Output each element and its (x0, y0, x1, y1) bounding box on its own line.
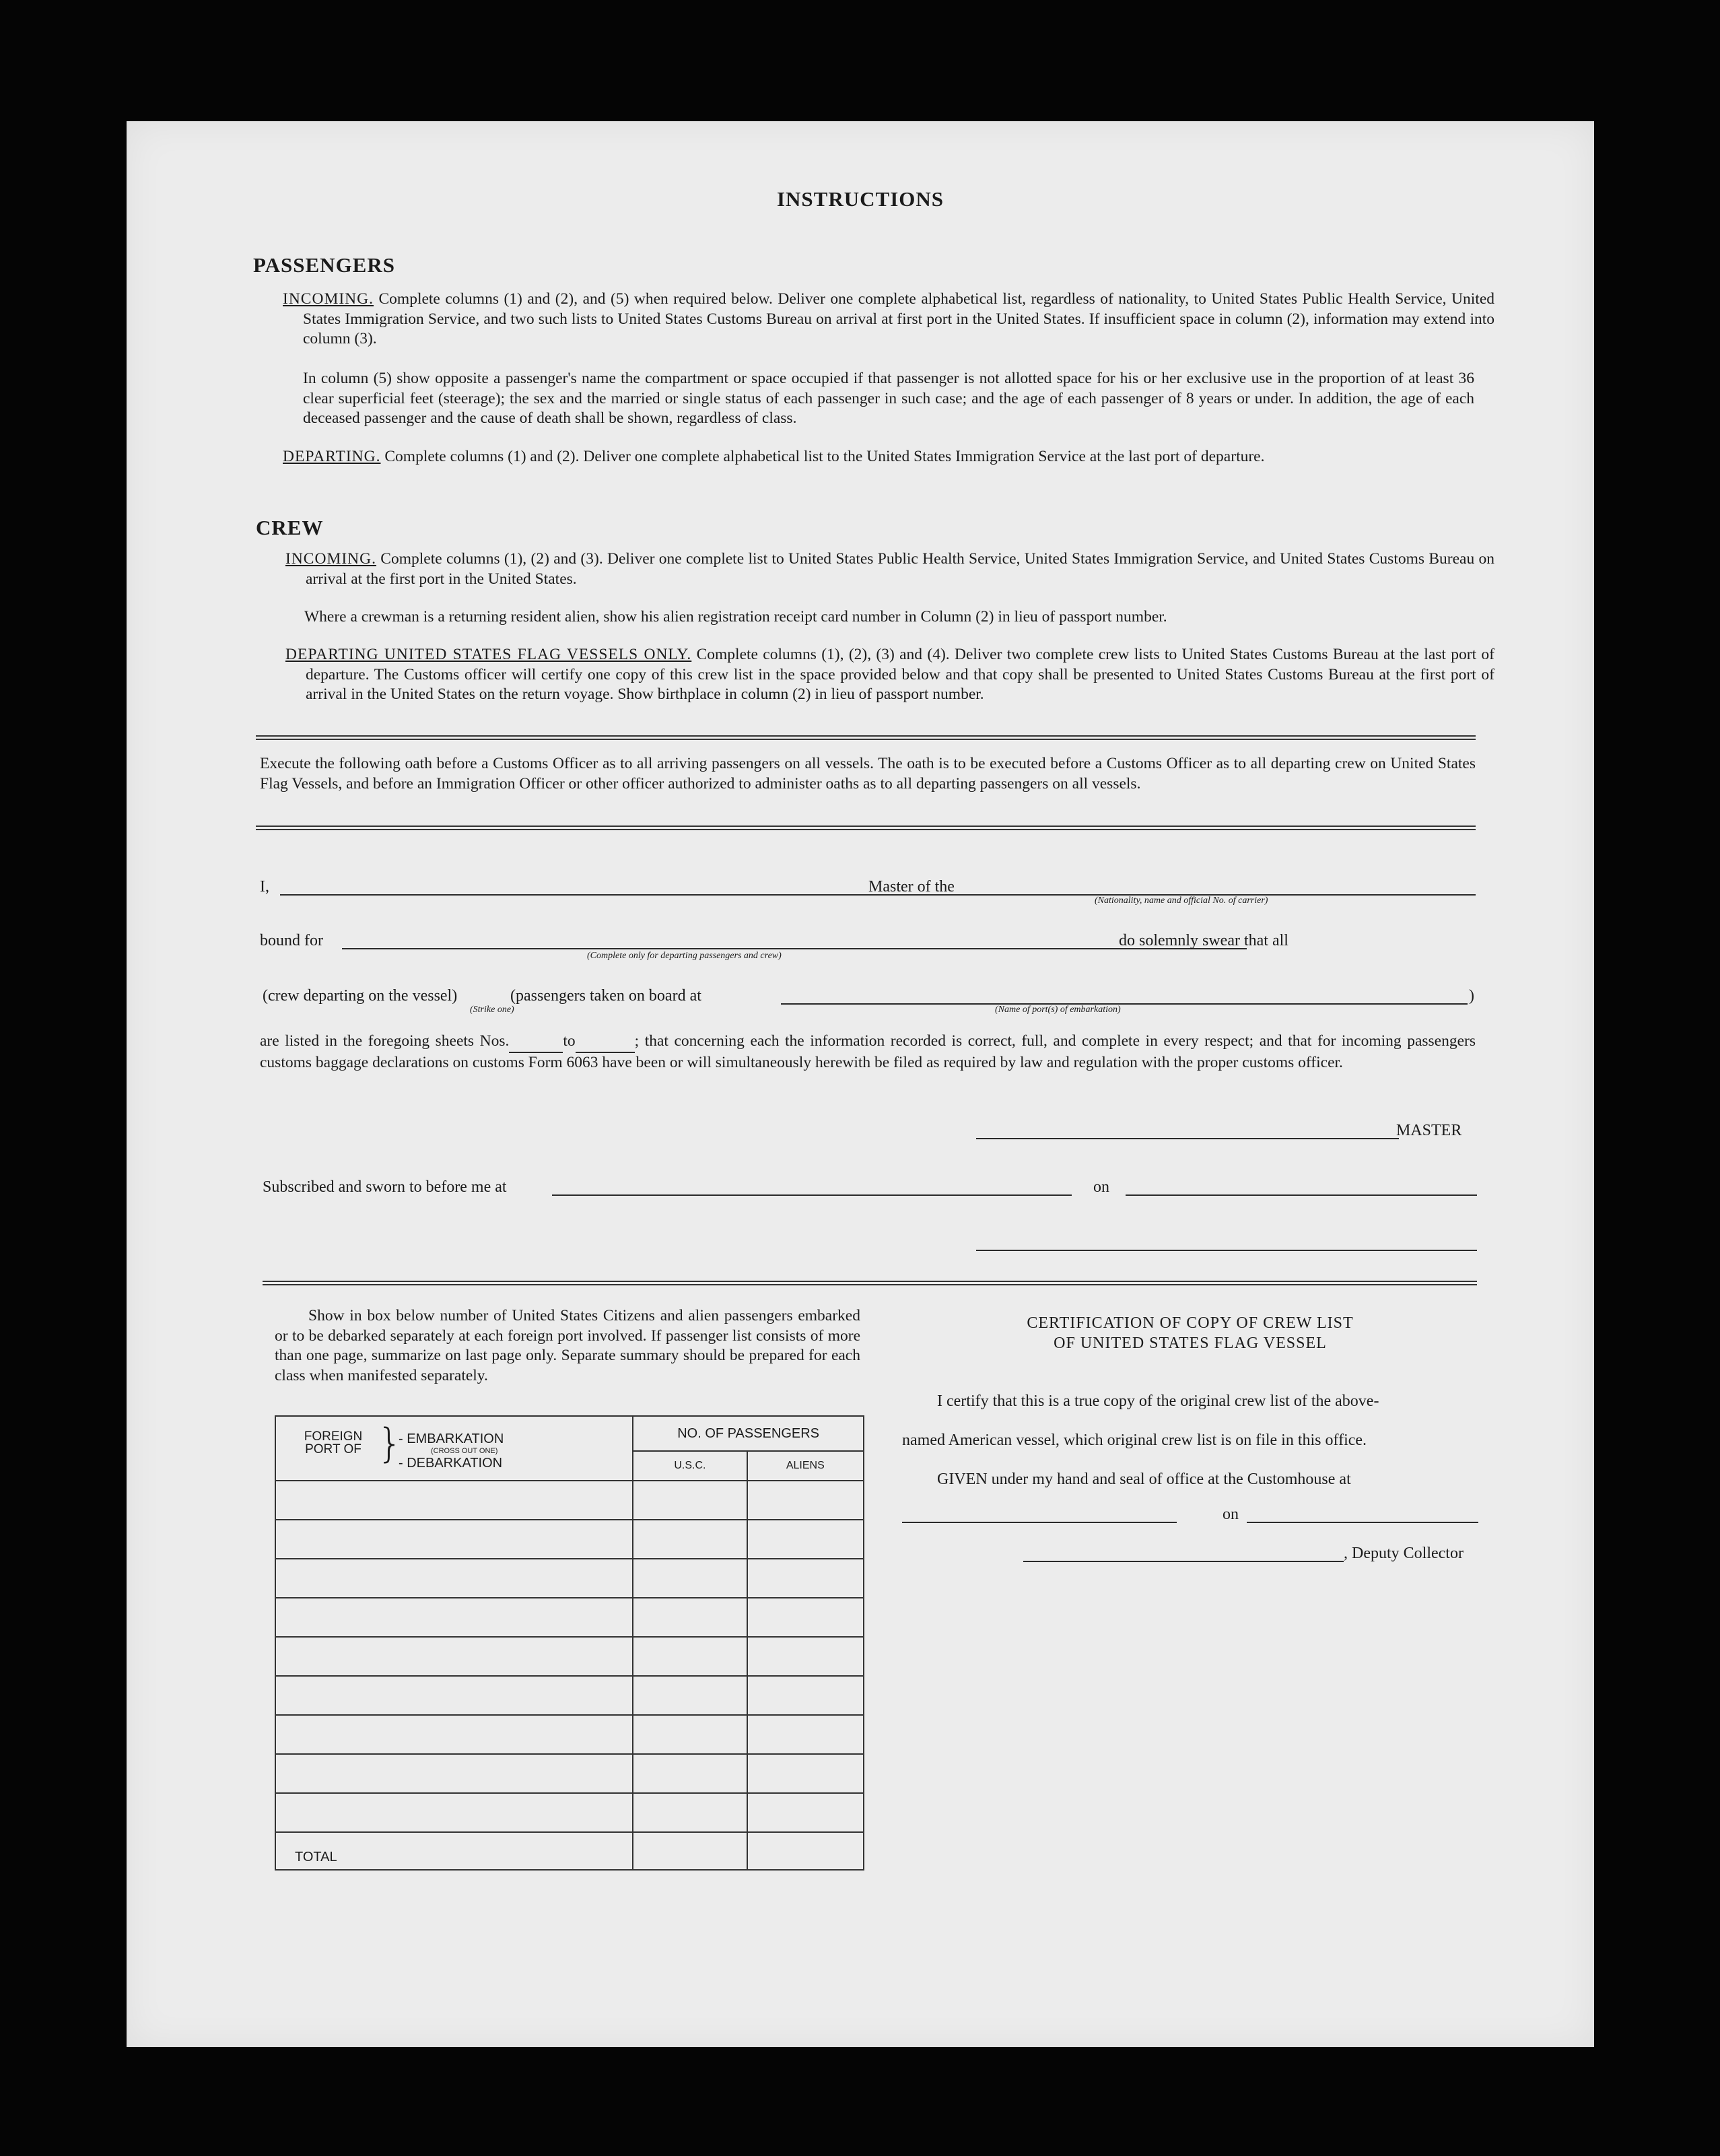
crew-incoming-paragraph (285, 549, 1494, 589)
certify-on-label: on (1223, 1506, 1239, 1523)
do-swear-text: do solemnly swear that all (1119, 932, 1288, 949)
usc-cell[interactable] (633, 1793, 747, 1832)
deputy-collector-label: , Deputy Collector (1344, 1545, 1464, 1562)
crew-incoming-text: Complete columns (1), (2) and (3). Deliver one complete list to United States Public Health Service, United States Immigration Service, and United States Customs Bureau on arrival at the first port in the United States. (306, 550, 1494, 588)
divider-rule (256, 826, 1476, 830)
table-header-port (275, 1416, 633, 1481)
no-of-passengers-header: NO. OF PASSENGERS (633, 1416, 864, 1451)
total-row (275, 1832, 864, 1870)
table-row (275, 1481, 864, 1520)
sheet-to-field[interactable] (576, 1032, 635, 1053)
usc-cell[interactable] (633, 1715, 747, 1754)
embarkation-label: - EMBARKATION (399, 1431, 504, 1446)
deputy-signature-field[interactable] (1023, 1561, 1344, 1562)
crew-heading: CREW (256, 516, 324, 539)
usc-cell[interactable] (633, 1598, 747, 1637)
usc-cell[interactable] (633, 1559, 747, 1598)
table-row (275, 1676, 864, 1715)
aliens-total-cell[interactable] (747, 1832, 864, 1870)
bound-for-field[interactable] (342, 948, 1247, 949)
table-row (275, 1754, 864, 1793)
passengers-departing-label: DEPARTING. (283, 448, 381, 465)
aliens-cell[interactable] (747, 1715, 864, 1754)
passenger-summary-table (275, 1415, 864, 1871)
table-row (275, 1598, 864, 1637)
usc-total-cell[interactable] (633, 1832, 747, 1870)
listed-text-2: ; that concerning each the information recorded is correct, full, and complete in every respect; and that for incoming passengers customs baggage declarations on customs Form 6063 have been or will simultaneously herewith be filed as required by law and regulation with the proper customs officer. (260, 1032, 1476, 1071)
customhouse-field[interactable] (902, 1522, 1177, 1523)
master-label: MASTER (1396, 1122, 1462, 1139)
crew-departing-option[interactable]: (crew departing on the vessel) (263, 987, 458, 1005)
passengers-departing-paragraph (283, 447, 1494, 467)
aliens-cell[interactable] (747, 1559, 864, 1598)
sworn-on-label: on (1093, 1178, 1109, 1196)
port-hint: (Name of port(s) of embarkation) (995, 1005, 1121, 1015)
embarkation-port-field[interactable] (781, 1003, 1468, 1005)
sworn-place-field[interactable] (552, 1194, 1072, 1196)
crew-resident-paragraph: Where a crewman is a returning resident alien, show his alien registration receipt card number in Column (2) in lieu of passport number. (304, 608, 1167, 626)
aliens-cell[interactable] (747, 1637, 864, 1676)
port-cell[interactable] (275, 1793, 633, 1832)
port-cell[interactable] (275, 1637, 633, 1676)
brace-icon: } (377, 1420, 403, 1467)
master-of-the-label: Master of the (868, 878, 955, 896)
port-cell[interactable] (275, 1754, 633, 1793)
certification-heading-line-1: CERTIFICATION OF COPY OF CREW LIST (1027, 1314, 1354, 1332)
nationality-hint: (Nationality, name and official No. of carrier) (1095, 896, 1268, 906)
port-cell[interactable] (275, 1676, 633, 1715)
oath-intro: Execute the following oath before a Customs Officer as to all arriving passengers on all vessels. The oath is to be executed before a Customs Officer as to all departing crew on United States Flag Vessels, and before an Immigration Officer or other officer authorized to administer oaths as to all departing passengers on all vessels. (260, 755, 1476, 793)
certify-date-field[interactable] (1247, 1522, 1478, 1523)
aliens-cell[interactable] (747, 1481, 864, 1520)
certify-line-2: named American vessel, which original crew list is on file in this office. (902, 1431, 1367, 1449)
aliens-cell[interactable] (747, 1754, 864, 1793)
table-row (275, 1520, 864, 1559)
divider-rule (263, 1281, 1477, 1285)
officer-signature-field[interactable] (976, 1250, 1477, 1251)
usc-cell[interactable] (633, 1520, 747, 1559)
aliens-cell[interactable] (747, 1793, 864, 1832)
crew-departing-paragraph (285, 645, 1494, 705)
certify-line-1: I certify that this is a true copy of the original crew list of the above- (937, 1392, 1379, 1410)
passengers-incoming-label: INCOMING. (283, 290, 374, 308)
oath-i-label: I, (260, 878, 269, 896)
complete-only-hint: (Complete only for departing passengers and crew) (587, 951, 782, 961)
subscribed-label: Subscribed and sworn to before me at (263, 1178, 507, 1196)
port-cell[interactable] (275, 1559, 633, 1598)
usc-cell[interactable] (633, 1676, 747, 1715)
master-signature-field[interactable] (976, 1138, 1399, 1139)
port-cell[interactable] (275, 1715, 633, 1754)
divider-rule (256, 735, 1476, 740)
aliens-cell[interactable] (747, 1520, 864, 1559)
passengers-heading: PASSENGERS (253, 253, 395, 277)
crew-incoming-label: INCOMING. (285, 550, 376, 568)
crew-departing-text: Complete columns (1), (2), (3) and (4). Deliver two complete crew lists to United States Customs Bureau at the last port of departure. The Customs officer will certify one copy of this crew list in the space provided below and that copy shall be presented to United States Customs Bureau at the first port of arrival in the United States on the return voyage. Show birthplace in column (2) in lieu of passport number. (306, 646, 1495, 703)
debarkation-label: - DEBARKATION (399, 1456, 503, 1471)
passengers-incoming-paragraph (283, 290, 1494, 349)
aliens-cell[interactable] (747, 1676, 864, 1715)
passengers-column5-paragraph: In column (5) show opposite a passenger's name the compartment or space occupied if that passenger is not allotted space for his or her exclusive use in the proportion of at least 36 clear superficial feet (steerage); the sex and the married or single status of each passenger in such case; and the age of each passenger of 8 years or under. In addition, the age of each deceased passenger and the cause of death shall be shown, regardless of class. (303, 370, 1474, 427)
port-cell[interactable] (275, 1481, 633, 1520)
port-cell[interactable] (275, 1520, 633, 1559)
bound-for-label: bound for (260, 932, 323, 949)
total-label: TOTAL (275, 1832, 633, 1870)
sheet-from-field[interactable] (509, 1032, 563, 1053)
oath-listed-paragraph (260, 1032, 1476, 1073)
page-title: INSTRUCTIONS (776, 187, 944, 211)
foreign-port-of-label: FOREIGN PORT OF (304, 1429, 363, 1456)
usc-header: U.S.C. (633, 1451, 747, 1481)
passengers-taken-option[interactable]: (passengers taken on board at (510, 987, 701, 1005)
table-row (275, 1715, 864, 1754)
passengers-departing-text: Complete columns (1) and (2). Deliver one complete alphabetical list to the United States Immigration Service at the last port of departure. (384, 448, 1265, 465)
cross-out-hint: (CROSS OUT ONE) (431, 1447, 498, 1455)
listed-text-1: are listed in the foregoing sheets Nos. (260, 1032, 510, 1050)
certify-line-3: GIVEN under my hand and seal of office at the Customhouse at (937, 1471, 1351, 1488)
summary-intro: Show in box below number of United States Citizens and alien passengers embarked or to be debarked separately at each foreign port involved. If passenger list consists of more than one page, summarize on last page only. Separate summary should be prepared for each class when manifested separately. (275, 1307, 860, 1384)
listed-to: to (563, 1032, 576, 1050)
port-cell[interactable] (275, 1598, 633, 1637)
aliens-cell[interactable] (747, 1598, 864, 1637)
close-paren: ) (1469, 987, 1474, 1005)
strike-one-hint: (Strike one) (470, 1005, 514, 1015)
form-page (127, 121, 1594, 2047)
crew-departing-label: DEPARTING UNITED STATES FLAG VESSELS ONLY. (285, 646, 692, 663)
table-row (275, 1559, 864, 1598)
certification-heading-line-2: OF UNITED STATES FLAG VESSEL (1054, 1335, 1327, 1352)
aliens-header: ALIENS (747, 1451, 864, 1481)
usc-cell[interactable] (633, 1637, 747, 1676)
certification-heading (921, 1313, 1459, 1353)
table-row (275, 1637, 864, 1676)
table-row (275, 1793, 864, 1832)
usc-cell[interactable] (633, 1754, 747, 1793)
usc-cell[interactable] (633, 1481, 747, 1520)
sworn-date-field[interactable] (1126, 1194, 1477, 1196)
passengers-incoming-text: Complete columns (1) and (2), and (5) when required below. Deliver one complete alphabetical list, regardless of nationality, to United States Public Health Service, United States Immigration Service, and two such lists to United States Customs Bureau on arrival at first port in the United States. If insufficient space in column (2), information may extend into column (3). (303, 290, 1494, 347)
